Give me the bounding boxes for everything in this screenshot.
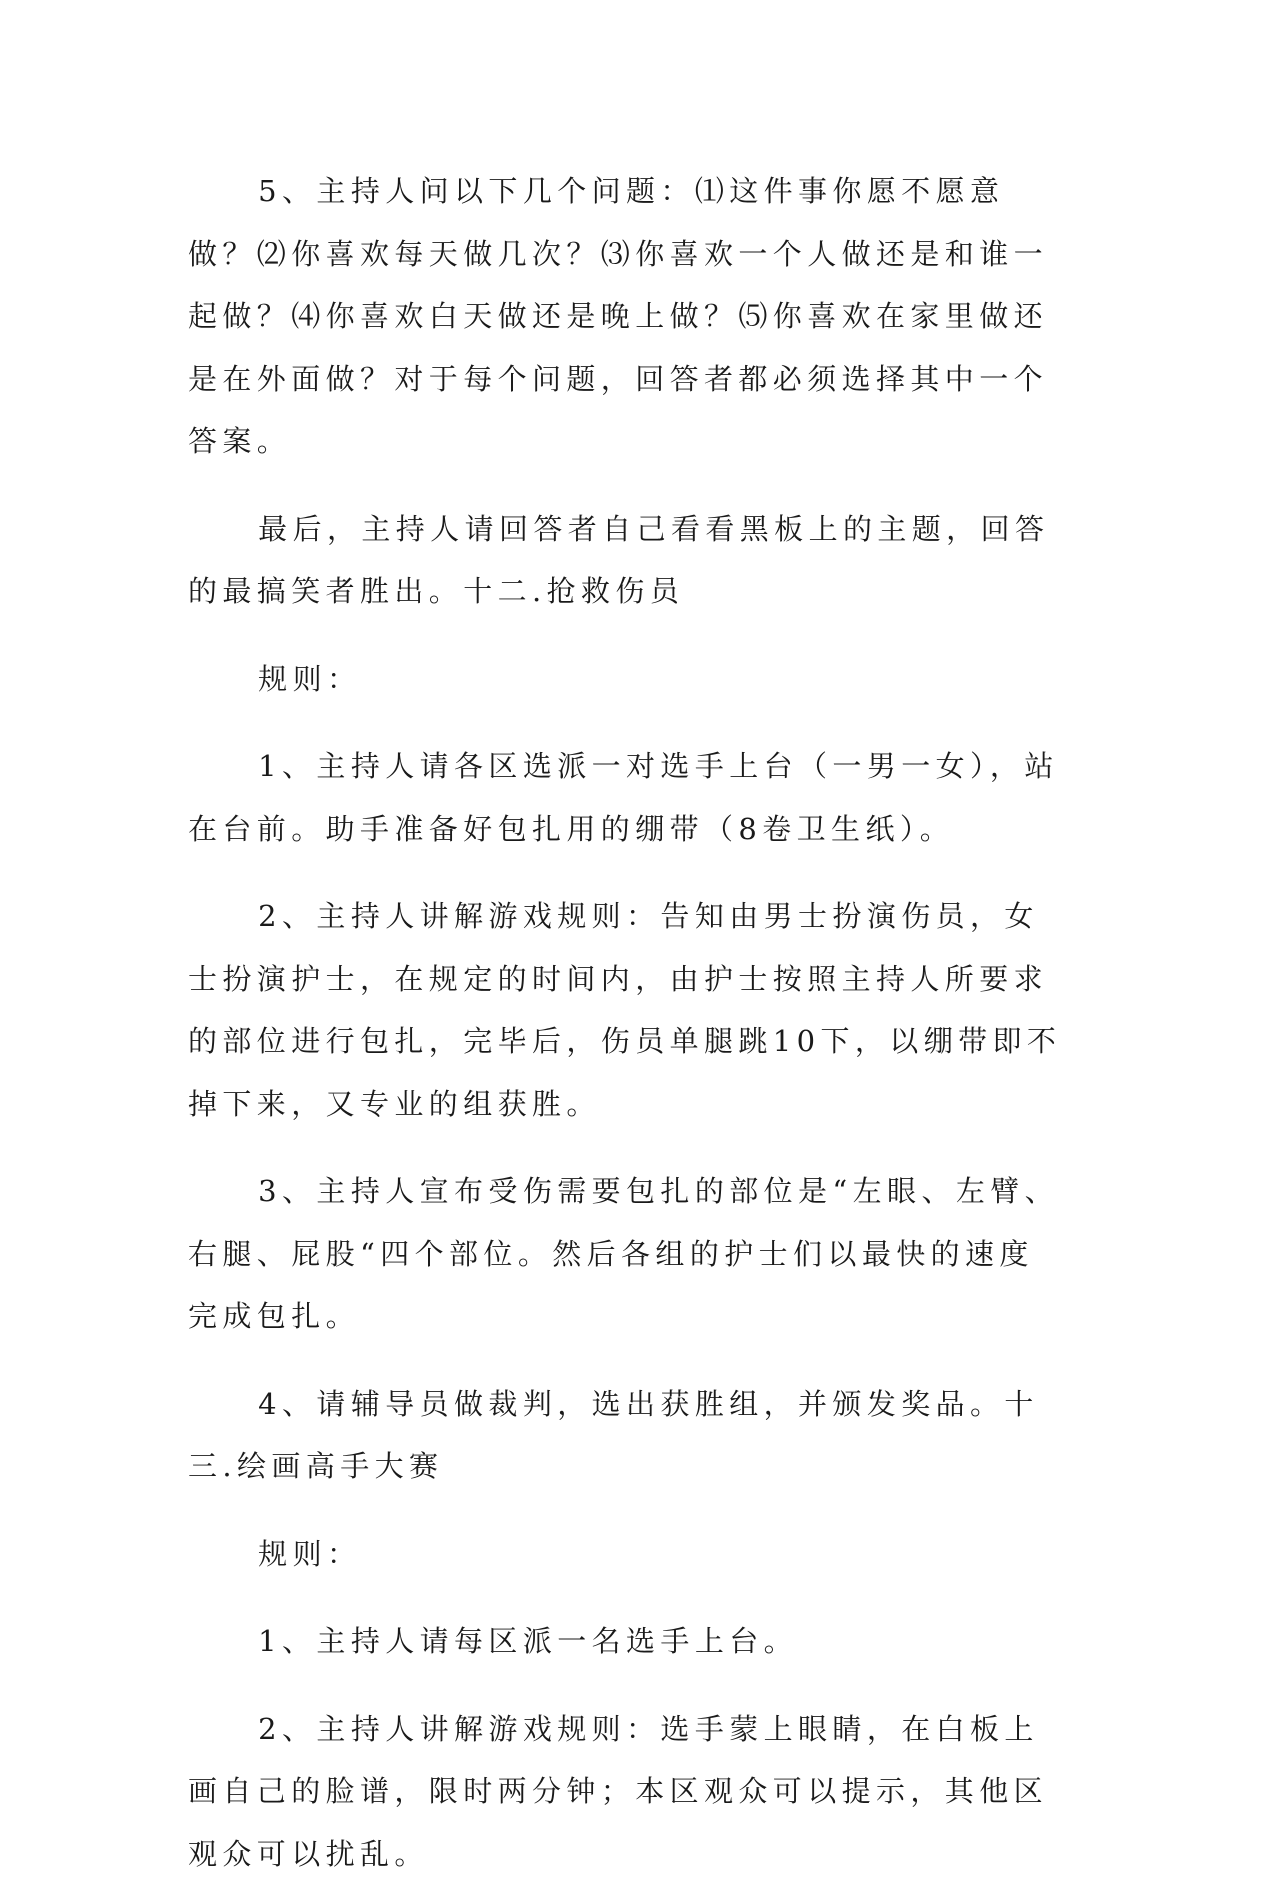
paragraph-rule-2: 2、主持人讲解游戏规则：选手蒙上眼睛，在白板上画自己的脸谱，限时两分钟；本区观众可以提示，其他区观众可以扰乱。 bbox=[188, 1698, 1068, 1885]
paragraph-rule-1: 1、主持人请各区选派一对选手上台（一男一女），站在台前。助手准备好包扎用的绷带（8卷卫生纸）。 bbox=[188, 735, 1068, 860]
paragraph-rules-heading: 规则： bbox=[188, 1523, 1068, 1586]
document-body bbox=[188, 160, 1068, 1885]
paragraph-rule-3: 3、主持人宣布受伤需要包扎的部位是“左眼、左臂、右腿、屁股“四个部位。然后各组的护士们以最快的速度完成包扎。 bbox=[188, 1160, 1068, 1348]
paragraph-rule-5-questions: 5、主持人问以下几个问题：⑴这件事你愿不愿意做？⑵你喜欢每天做几次？⑶你喜欢一个人做还是和谁一起做？⑷你喜欢白天做还是晚上做？⑸你喜欢在家里做还是在外面做？对于每个问题，回答者都必须选择其中一个答案。 bbox=[188, 160, 1068, 473]
paragraph-rule-4-and-section-13-title: 4、请辅导员做裁判，选出获胜组，并颁发奖品。十三.绘画高手大赛 bbox=[188, 1373, 1068, 1498]
paragraph-final-winner-and-section-12-title: 最后，主持人请回答者自己看看黑板上的主题，回答的最搞笑者胜出。十二.抢救伤员 bbox=[188, 498, 1068, 623]
paragraph-rule-2: 2、主持人讲解游戏规则：告知由男士扮演伤员，女士扮演护士，在规定的时间内，由护士按照主持人所要求的部位进行包扎，完毕后，伤员单腿跳10下，以绷带即不掉下来，又专业的组获胜。 bbox=[188, 885, 1068, 1135]
paragraph-rule-1: 1、主持人请每区派一名选手上台。 bbox=[188, 1610, 1068, 1673]
paragraph-rules-heading: 规则： bbox=[188, 648, 1068, 711]
